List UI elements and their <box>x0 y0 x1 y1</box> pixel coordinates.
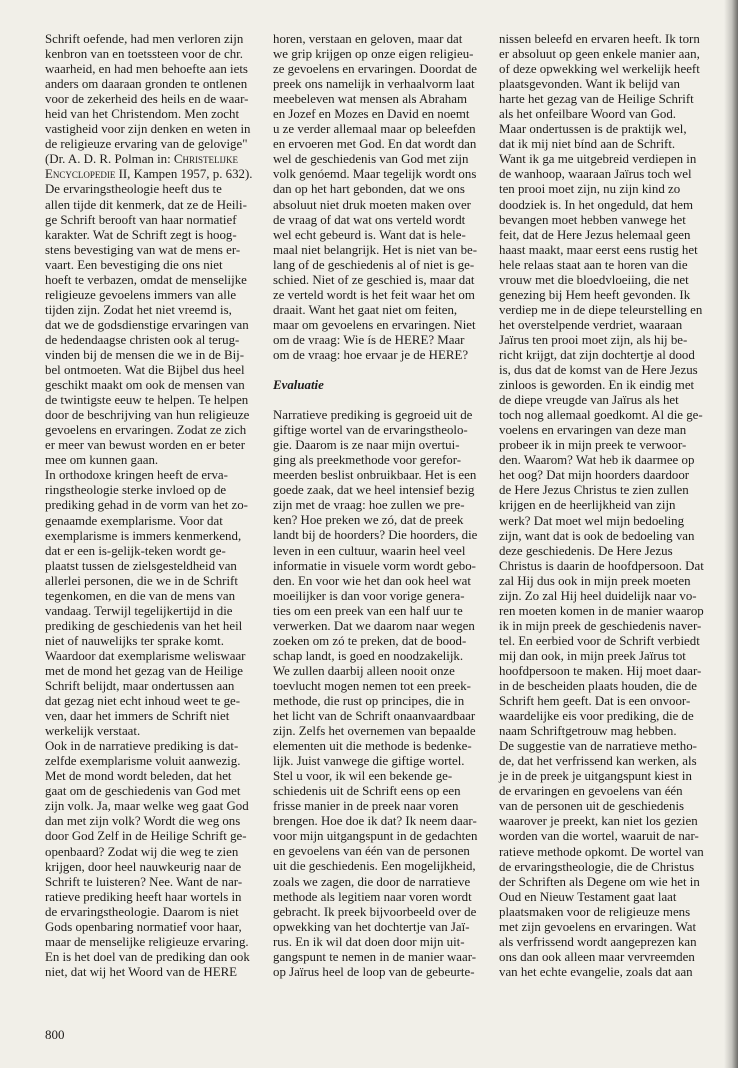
text-line: de ervaringstheologie. Daarom is niet <box>45 904 239 919</box>
text-line: het licht van de Schrift onaanvaardbaar <box>273 709 476 724</box>
text-line: absoluut niet druk moeten maken over <box>273 197 471 212</box>
text-line: harte het gezag van de Heilige Schrift <box>499 92 694 107</box>
text-line: feit, dat de Here Jezus helemaal geen <box>499 227 691 242</box>
text-line: brengen. Hoe doe ik dat? Ik neem daar- <box>273 814 477 829</box>
text-line: plaatst tussen de zielsgesteldheid van <box>45 558 237 573</box>
text-line: waarover je preekt, kan niet los gezien <box>499 814 698 829</box>
text-line: ren moeten komen in de manier waarop <box>499 603 704 618</box>
text-line: verwerken. Dat we daarom naar wegen <box>273 618 475 633</box>
text-line: tegenkomen, en die van de mens van <box>45 588 236 603</box>
text-line: zijn. Zo zal Hij heel duidelijk naar vo- <box>499 588 697 603</box>
text-line: richt krijgt, dat zijn dochtertje al dood <box>499 347 695 362</box>
text-line: als het onfeilbare Woord van God. <box>499 107 676 122</box>
text-line: worden van die wortel, waaruit de nar- <box>499 829 699 844</box>
text-line: naam Schriftgetrouw mag hebben. <box>499 724 677 739</box>
text-line: De ervaringstheologie heeft dus te <box>45 182 222 197</box>
text-line: kenbron van en toetssteen voor de chr. <box>45 47 243 62</box>
text-line: volk genóemd. Maar tegelijk wordt ons <box>273 167 477 182</box>
text-line: hoofdpersoon te maken. Hij moet daar- <box>499 663 702 678</box>
text-line: Encyclopedie II, Kampen 1957, p. 632). <box>45 167 253 182</box>
text-line: Waardoor dat exemplarisme weliswaar <box>45 648 246 663</box>
text-line: hoeft te verbazen, omdat de menselijke <box>45 272 247 287</box>
text-line: er absoluut op geen enkele manier aan, <box>499 47 700 62</box>
text-line: toevlucht mogen nemen tot een preek- <box>273 678 471 693</box>
text-line: de, dat het verfrissend kan werken, als <box>499 754 697 769</box>
text-line: niet of nauwelijks ter sprake komt. <box>45 633 224 648</box>
text-line: krijgen, door heel nauwkeurig naar de <box>45 859 242 874</box>
text-line: je in de preek je uitgangspunt kiest in <box>499 769 692 784</box>
text-line: Christus is daarin de hoofdpersoon. Dat <box>499 558 704 573</box>
text-line: genaamde exemplarisme. Voor dat <box>45 513 223 528</box>
text-line: We zullen daarbij alleen nooit onze <box>273 663 455 678</box>
text-line: schied. Niet of ze geschied is, maar dat <box>273 272 475 287</box>
text-line: ten prooi moet zijn, nu zijn kind zo <box>499 182 681 197</box>
text-line: De suggestie van de narratieve metho- <box>499 739 697 754</box>
text-line: stens bevestiging van wat de mens er- <box>45 242 241 257</box>
text-line: Oud en Nieuw Testament gaat laat <box>499 889 677 904</box>
text-line: heid van het Christendom. Men zocht <box>45 107 240 122</box>
text-line: openbaard? Zodat wij die weg te zien <box>45 844 239 859</box>
article-body <box>45 32 713 1032</box>
text-line: voelens en ervaringen van deze man <box>499 423 687 438</box>
text-line: den. Waarom? Wat heb ik daarmee op <box>499 453 695 468</box>
text-line: Schrift oefende, had men verloren zijn <box>45 32 244 46</box>
text-line: ze verteld wordt is het feit waar het om <box>273 287 475 302</box>
text-line: is, dus dat de komst van de Here Jezus <box>499 363 698 378</box>
section-heading: Evaluatie <box>273 378 324 393</box>
text-line: gebracht. Ik preek bijvoorbeeld over de <box>273 904 477 919</box>
text-line: dan op het hart gebonden, dat we ons <box>273 182 465 197</box>
text-line: schiedenis uit de Schrift eens op een <box>273 784 461 799</box>
text-line: plaatsgevonden. Want ik belijd van <box>499 77 680 92</box>
text-line: de ervaringstheologie, die de Christus <box>499 859 695 874</box>
text-line: vaart. Een bevestiging die ons niet <box>45 257 223 272</box>
text-line: allerlei personen, die we in de Schrift <box>45 573 238 588</box>
text-line: de Here Jezus Christus te zien zullen <box>499 483 689 498</box>
text-line: vrouw met die bloedvloeiing, die net <box>499 272 689 287</box>
text-line: ringstheologie sterke invloed op de <box>45 483 227 498</box>
text-line: karakter. Wat de Schrift zegt is hoog- <box>45 227 237 242</box>
text-line: om de vraag: Wie ís de HERE? Maar <box>273 332 465 347</box>
text-line: voor mijn uitgangspunt in de gedachten <box>273 829 478 844</box>
text-line: gie. Daarom is ze naar mijn overtui- <box>273 438 460 453</box>
text-line: Stel u voor, ik wil een bekende ge- <box>273 769 453 784</box>
text-line: gangspunt te nemen in de manier waar- <box>273 949 477 964</box>
text-line: en ervoeren met God. En dat wordt dan <box>273 137 477 152</box>
text-line: we grip krijgen op onze eigen religieu- <box>273 47 474 62</box>
text-line: gevoelens en ervaringen. Zodat ze zich <box>45 423 247 438</box>
text-line: er meer van bewust worden en er beter <box>45 438 246 453</box>
text-line: vinden bij de mensen die we in de Bij- <box>45 347 245 362</box>
text-line: mee om kunnen gaan. <box>45 453 159 468</box>
text-line: exemplarisme is immers kenmerkend, <box>45 528 242 543</box>
text-line: en Jozef en Mozes en David en noemt <box>273 107 470 122</box>
text-line: meebeleven wat mensen als Abraham <box>273 92 468 107</box>
text-line: mij dan ook, in mijn preek Jaïrus tot <box>499 648 686 663</box>
text-line: of deze opwekking wel werkelijk heeft <box>499 62 700 77</box>
text-line: en gevoelens van één van de personen <box>273 844 470 859</box>
text-line: dat gezag niet echt inhoud weet te ge- <box>45 694 241 709</box>
text-line: methode, die rust op principes, die in <box>273 693 465 708</box>
text-line: schap landt, is goed en noodzakelijk. <box>273 648 464 663</box>
text-line: nissen beleefd en ervaren heeft. Ik torn <box>499 32 700 46</box>
text-line: horen, verstaan en geloven, maar dat <box>273 32 463 46</box>
text-line: plaatsmaken voor de religieuze mens <box>499 904 691 919</box>
text-line: als verfrissend wordt aangeprezen kan <box>499 934 697 949</box>
text-line: ven, daar het immers de Schrift niet <box>45 709 230 724</box>
text-line: uit die geschiedenis. Een mogelijkheid, <box>273 859 476 874</box>
text-line: ons dan ook alleen maar vervreemden <box>499 949 695 964</box>
text-line: waardelijke eis voor prediking, die de <box>499 709 694 724</box>
text-line: prediking gehad in de vorm van het zo- <box>45 498 248 513</box>
text-line: allen tijde dit kenmerk, dat ze de Heili- <box>45 197 247 212</box>
text-line: meerden beslist onbruikbaar. Het is een <box>273 468 477 483</box>
text-line: door God Zelf in de Heilige Schrift ge- <box>45 829 247 844</box>
text-line: elementen uit die methode is bedenke- <box>273 739 472 754</box>
text-line: in de bescheiden plaats houden, die de <box>499 679 697 694</box>
text-line: der Schriften als Degene om wie het in <box>499 874 700 889</box>
text-line: op Jaïrus heel de loop van de gebeurte- <box>273 964 475 979</box>
text-line: ken? Hoe preken we zó, dat de preek <box>273 513 464 528</box>
text-line: maal niet belangrijk. Het is niet van be- <box>273 242 478 257</box>
text-line: preek ons namelijk in verhaalvorm laat <box>273 77 475 92</box>
text-line: ge Schrift berooft van haar normatief <box>45 212 237 227</box>
text-line: de religieuze ervaring van de gelovige" <box>45 137 248 152</box>
text-line: In orthodoxe kringen heeft de erva- <box>45 468 228 483</box>
text-line: met de mond het gezag van de Heilige <box>45 663 243 678</box>
text-line: de vraag of dat wat ons verteld wordt <box>273 212 466 227</box>
text-line: draait. Want het gaat niet om feiten, <box>273 302 458 317</box>
text-line: zelfde exemplarisme voluit aanwezig. <box>45 754 241 769</box>
column-1 <box>45 32 255 980</box>
text-line: opwekking van het dochtertje van Jaï- <box>273 919 470 934</box>
text-line: geschikt maakt om ook de mensen van <box>45 378 245 393</box>
text-line: moeilijker is dan voor vorige genera- <box>273 588 465 603</box>
text-line: dat er een is-gelijk-teken wordt ge- <box>45 543 226 558</box>
text-line: ratieve prediking heeft haar wortels in <box>45 889 242 904</box>
text-line: vandaag. Terwijl tegelijkertijd in die <box>45 603 233 618</box>
text-line: dan met zijn volk? Wordt die weg ons <box>45 814 241 829</box>
text-line: deze geschiedenis. De Here Jezus <box>499 543 673 558</box>
text-line: van de personen uit de geschiedenis <box>499 799 685 814</box>
text-line: de ervaringen en gevoelens van één <box>499 784 683 799</box>
text-line: vastigheid voor zijn denken en weten in <box>45 122 251 137</box>
text-line: maar om gevoelens en ervaringen. Niet <box>273 317 476 332</box>
text-line: zijn. Zelfs het overnemen van bepaalde <box>273 724 476 739</box>
text-line: zoeken om zó te preken, dat de bood- <box>273 633 467 648</box>
text-line: niet, dat wij het Woord van de HERE <box>45 964 238 979</box>
text-line: ties om een preek van een half uur te <box>273 603 463 618</box>
text-line: giftige wortel van de ervaringstheolo- <box>273 423 468 438</box>
text-line: zijn volk. Ja, maar welke weg gaat God <box>45 799 249 814</box>
text-line: het overstelpende verdriet, waaraan <box>499 317 683 332</box>
text-line: methode als legitiem naar voren wordt <box>273 889 472 904</box>
column-2-bottom <box>273 408 483 980</box>
text-line: u ze verder allemaal maar op beleefden <box>273 122 476 137</box>
text-line: maar de menselijke religieuze ervaring. <box>45 934 249 949</box>
text-line: waarheid, en had men behoefte aan iets <box>45 62 248 77</box>
text-line: (Dr. A. D. R. Polman in: Christelijke <box>45 152 239 167</box>
text-line: de twintigste eeuw te helpen. Te helpen <box>45 393 249 408</box>
text-line: den. En voor wie het dan ook heel wat <box>273 573 471 588</box>
text-line: krijgen en de heerlijkheid van zijn <box>499 498 676 513</box>
text-line: frisse manier in de preek naar voren <box>273 799 459 814</box>
text-line: Maar ondertussen is de praktijk wel, <box>499 122 687 137</box>
text-line: ze gevoelens en ervaringen. Doordat de <box>273 62 478 77</box>
text-line: hele relaas staat aan te horen van die <box>499 257 688 272</box>
text-line: religieuze gevoelens immers van alle <box>45 287 237 302</box>
text-line: toch nog allemaal goedkomt. Al die ge- <box>499 408 703 423</box>
text-line: leven in een cultuur, waarin heel veel <box>273 543 466 558</box>
text-line: zijn met de vraag: hoe zullen we pre- <box>273 498 465 513</box>
text-line: zinloos is geworden. En ik eindig met <box>499 378 695 393</box>
text-line: Want ik ga me uitgebreid verdiepen in <box>499 152 697 167</box>
text-line: Gods openbaring normatief voor haar, <box>45 919 242 934</box>
text-line: de diepe vreugde van Jaïrus als het <box>499 393 679 408</box>
text-line: ratieve methode opkomt. De wortel van <box>499 844 704 859</box>
text-line: tijden zijn. Zodat het niet vreemd is, <box>45 302 232 317</box>
text-line: dat we de godsdienstige ervaringen van <box>45 317 249 332</box>
text-line: voor de zekerheid des heils en de waar- <box>45 92 249 107</box>
text-line: lijk. Juist vanwege die giftige wortel. <box>273 754 465 769</box>
text-line: Schrift te luisteren? Nee. Want de nar- <box>45 874 243 889</box>
text-line: wel echt gebeurd is. Want dat is hele- <box>273 227 466 242</box>
text-line: gaat om de geschiedenis van God met <box>45 784 241 799</box>
text-line: om de vraag: hoe ervaar je de HERE? <box>273 347 469 362</box>
text-line: Met de mond wordt beleden, dat het <box>45 769 232 784</box>
column-2-top <box>273 32 483 363</box>
page-edge-shadow <box>724 0 738 1068</box>
text-line: met zijn gevoelens en ervaringen. Wat <box>499 919 697 934</box>
text-line: rus. En ik wil dat doen door mijn uit- <box>273 934 465 949</box>
text-line: door de beschrijving van hun religieuze <box>45 408 250 423</box>
text-line: zal Hij dus ook in mijn preek moeten <box>499 573 691 588</box>
text-line: dat ik mij niet bínd aan de Schrift. <box>499 137 676 152</box>
text-line: informatie in visuele vorm wordt gebo- <box>273 558 476 573</box>
text-line: landt bij de hoorders? Die hoorders, die <box>273 528 478 543</box>
text-line: verdiep me in de diepe teleurstelling en <box>499 302 703 317</box>
column-3 <box>499 32 709 980</box>
text-line: genezing bij Hem heeft gevonden. Ik <box>499 287 691 302</box>
text-line: lang of de geschiedenis al of niet is ge- <box>273 257 475 272</box>
text-line: werkelijk verstaat. <box>45 724 141 739</box>
page-number: 800 <box>45 1027 65 1042</box>
text-line: En is het doel van de prediking dan ook <box>45 949 250 964</box>
text-line: tel. En eerbied voor de Schrift verbiedt <box>499 633 700 648</box>
text-line: het oog? Dat mijn hoorders daardoor <box>499 468 690 483</box>
text-line: Schrift hem geeft. Dat is een onvoor- <box>499 694 691 709</box>
text-line: Ook in de narratieve prediking is dat- <box>45 739 239 754</box>
text-line: anders om daaraan gronden te ontlenen <box>45 77 248 92</box>
text-line: zoals we zagen, die door de narratieve <box>273 874 471 889</box>
text-line: Schrift belijdt, maar ondertussen aan <box>45 679 235 694</box>
text-line: wel de geschiedenis van God met zijn <box>273 152 469 167</box>
text-line: haast maakt, maar eerst eens rustig het <box>499 242 698 257</box>
text-line: bevangen moet hebben vanwege het <box>499 212 686 227</box>
text-line: probeer ik in mijn preek te verwoor- <box>499 438 687 453</box>
text-line: doodziek is. In het ongeduld, dat hem <box>499 197 694 212</box>
text-line: goede zaak, dat we heel intensief bezig <box>273 483 475 498</box>
text-line: de hedendaagse christen ook al terug- <box>45 332 240 347</box>
text-line: Jaïrus ten prooi moet zijn, als hij be- <box>499 332 688 347</box>
text-line: de wanhoop, waaraan Jaïrus toch wel <box>499 167 692 182</box>
text-line: zijn, want dat is ook de bedoeling van <box>499 528 695 543</box>
text-line: werk? Dat moet wel mijn bedoeling <box>499 513 685 528</box>
text-line: prediking de geschiedenis van het heil <box>45 618 243 633</box>
text-line: Narratieve prediking is gegroeid uit de <box>273 408 473 423</box>
text-line: ging als preekmethode voor gerefor- <box>273 453 462 468</box>
text-line: ik in mijn preek de geschiedenis naver- <box>499 618 702 633</box>
column-2 <box>273 32 483 980</box>
text-line: van het echte evangelie, zoals dat aan <box>499 964 693 979</box>
text-line: bel ontmoeten. Wat die Bijbel dus heel <box>45 363 245 378</box>
